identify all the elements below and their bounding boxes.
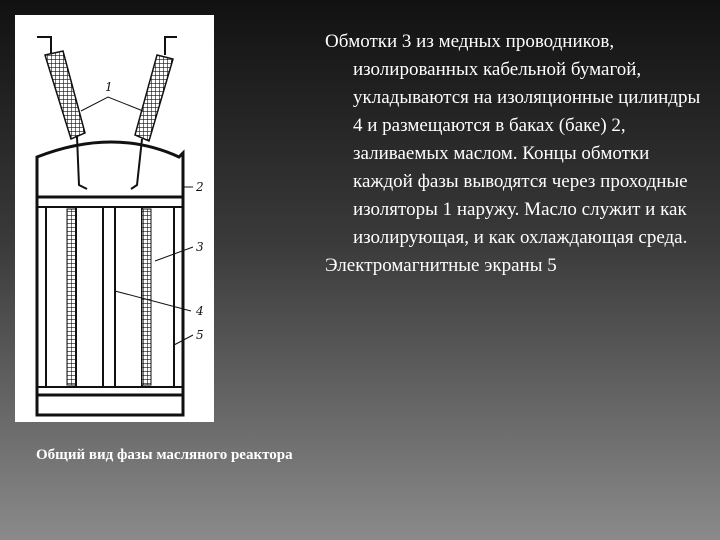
label-5: 5	[196, 328, 204, 342]
label-1: 1	[105, 80, 113, 94]
cylinders	[76, 207, 142, 387]
description-block	[325, 28, 713, 280]
tank	[37, 142, 183, 415]
screens	[46, 207, 174, 387]
label-4: 4	[196, 304, 204, 318]
reactor-diagram	[15, 15, 214, 422]
description-paragraph: Обмотки 3 из медных проводников, изолированных кабельной бумагой, укладываются на изоляционные цилиндры 4 и размещаются в баках (баке) 2, заливаемых маслом. Концы обмотки каждой фазы выводятся через проходные изоляторы 1 наружу. Масло служит и как изолирующая, и как охлаждающая среда.	[325, 31, 701, 248]
figure-caption: Общий вид фазы масляного реактора	[36, 447, 293, 463]
label-2: 2	[196, 180, 204, 194]
label-3: 3	[196, 240, 204, 254]
insulators	[37, 37, 177, 189]
screens-paragraph: Электромагнитные экраны 5	[325, 255, 557, 276]
